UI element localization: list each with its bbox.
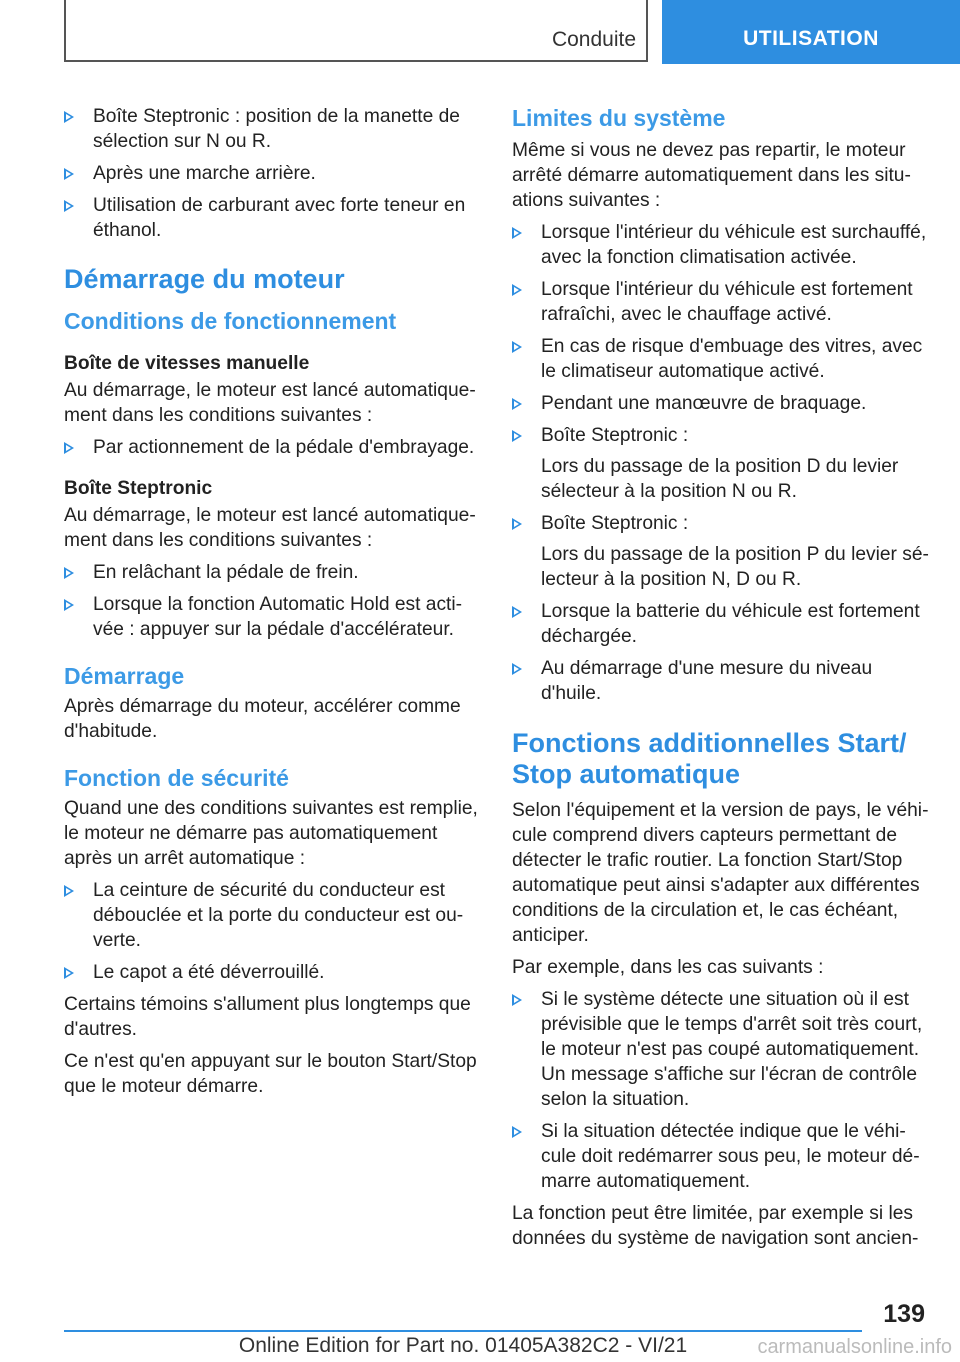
left-column [64, 104, 482, 1106]
list-item: Utilisation de carburant avec forte teneur en éthanol. [64, 193, 482, 243]
triangle-bullet-icon [512, 1126, 522, 1138]
list-item: Au démarrage d'une mesure du niveau d'huile. [512, 656, 930, 706]
triangle-bullet-icon [512, 606, 522, 618]
paragraph: Ce n'est qu'en appuyant sur le bouton Start/Stop que le moteur démarre. [64, 1051, 477, 1097]
watermark: carmanualsonline.info [757, 1336, 952, 1358]
paragraph: Selon l'équipement et la version de pays, le véhicule comprend divers capteurs permettant de détecter le trafic routier. La fonction Start/Stop automatique peut ainsi s'adapter aux différentes conditions de la circulation et, le cas échéant, anticiper. [512, 800, 929, 946]
paragraph: Même si vous ne devez pas repartir, le moteur arrêté démarre automatiquement dans les situations suivantes : [512, 140, 911, 211]
section-title: Conduite [551, 28, 636, 51]
sub-paragraph: Lors du passage de la position P du levier sélecteur à la position N, D ou R. [541, 544, 929, 590]
chapter-tab: UTILISATION [662, 0, 960, 64]
list-item: Le capot a été déverrouillé. [64, 960, 482, 985]
list-item: En cas de risque d'embuage des vitres, avec le climatiseur automatique activé. [512, 334, 930, 384]
paragraph: Quand une des conditions suivantes est remplie, le moteur ne démarre pas automatiquement après un arrêt automatique : [64, 798, 478, 869]
list-item: Lorsque l'intérieur du véhicule est fortement rafraîchi, avec le chauffage activé. [512, 277, 930, 327]
list-item: Si le système détecte une situation où il est prévisible que le temps d'arrêt soit très court, le moteur n'est pas coupé automatiquement. Un message s'affiche sur l'écran de contrôle selon la situation. [512, 987, 930, 1112]
list-item: Lorsque la batterie du véhicule est fortement déchargée. [512, 599, 930, 649]
triangle-bullet-icon [64, 168, 74, 180]
heading-conditions: Conditions de fonctionnement [64, 308, 397, 334]
list-item: Lorsque l'intérieur du véhicule est surchauffé, avec la fonction climatisation activée. [512, 220, 930, 270]
right-column [512, 104, 930, 1258]
list-item: Si la situation détectée indique que le véhicule doit redémarrer sous peu, le moteur démarre automatiquement. [512, 1119, 930, 1194]
footer-divider [64, 1330, 862, 1332]
list-item: Lorsque la fonction Automatic Hold est activée : appuyer sur la pédale d'accélérateur. [64, 592, 482, 642]
steptronic-bullet-list [64, 560, 482, 642]
triangle-bullet-icon [512, 430, 522, 442]
heading-limites: Limites du système [512, 105, 726, 131]
triangle-bullet-icon [64, 200, 74, 212]
triangle-bullet-icon [512, 398, 522, 410]
sub-paragraph: Lors du passage de la position D du levier sélecteur à la position N ou R. [541, 456, 899, 502]
list-item: Boîte Steptronic : position de la manette de sélection sur N ou R. [64, 104, 482, 154]
paragraph: Après démarrage du moteur, accélérer comme d'habitude. [64, 696, 461, 742]
list-item: Par actionnement de la pédale d'embrayage. [64, 435, 482, 460]
fonctions-bullet-list [512, 987, 930, 1194]
triangle-bullet-icon [64, 567, 74, 579]
list-item: Pendant une manœuvre de braquage. [512, 391, 930, 416]
triangle-bullet-icon [64, 967, 74, 979]
heading-securite: Fonction de sécurité [64, 765, 289, 791]
paragraph: Certains témoins s'allument plus longtemps que d'autres. [64, 994, 471, 1040]
triangle-bullet-icon [512, 227, 522, 239]
paragraph: Au démarrage, le moteur est lancé automatiquement dans les conditions suivantes : [64, 380, 476, 426]
heading-demarrage: Démarrage [64, 663, 185, 689]
page-number: 139 [883, 1300, 925, 1328]
triangle-bullet-icon [64, 599, 74, 611]
triangle-bullet-icon [512, 284, 522, 296]
paragraph: La fonction peut être limitée, par exemple si les données du système de navigation sont ancien- [512, 1203, 919, 1249]
heading-steptronic: Boîte Steptronic [64, 478, 213, 499]
list-item: La ceinture de sécurité du conducteur est débouclée et la porte du conducteur est ouverte. [64, 878, 482, 953]
triangle-bullet-icon [64, 885, 74, 897]
heading-manual-gearbox: Boîte de vitesses manuelle [64, 353, 310, 374]
list-item: En relâchant la pédale de frein. [64, 560, 482, 585]
triangle-bullet-icon [64, 442, 74, 454]
manual-bullet-list [64, 435, 482, 460]
triangle-bullet-icon [512, 663, 522, 675]
intro-bullet-list [64, 104, 482, 243]
securite-bullet-list [64, 878, 482, 985]
footer-edition: Online Edition for Part no. 01405A382C2 - VI/21 [238, 1334, 688, 1357]
list-item: Boîte Steptronic : Lors du passage de la position D du levier sélecteur à la position N ou R. [512, 423, 930, 504]
limites-bullet-list [512, 220, 930, 706]
list-item: Boîte Steptronic : Lors du passage de la position P du levier sélecteur à la position N, D ou R. [512, 511, 930, 592]
paragraph: Par exemple, dans les cas suivants : [512, 957, 824, 978]
heading-demarrage-moteur: Démarrage du moteur [64, 264, 345, 294]
triangle-bullet-icon [512, 994, 522, 1006]
list-item: Après une marche arrière. [64, 161, 482, 186]
heading-fonctions-additionnelles: Fonctions additionnelles Start/ Stop automatique [512, 728, 907, 789]
triangle-bullet-icon [64, 111, 74, 123]
triangle-bullet-icon [512, 341, 522, 353]
triangle-bullet-icon [512, 518, 522, 530]
paragraph: Au démarrage, le moteur est lancé automatiquement dans les conditions suivantes : [64, 505, 476, 551]
